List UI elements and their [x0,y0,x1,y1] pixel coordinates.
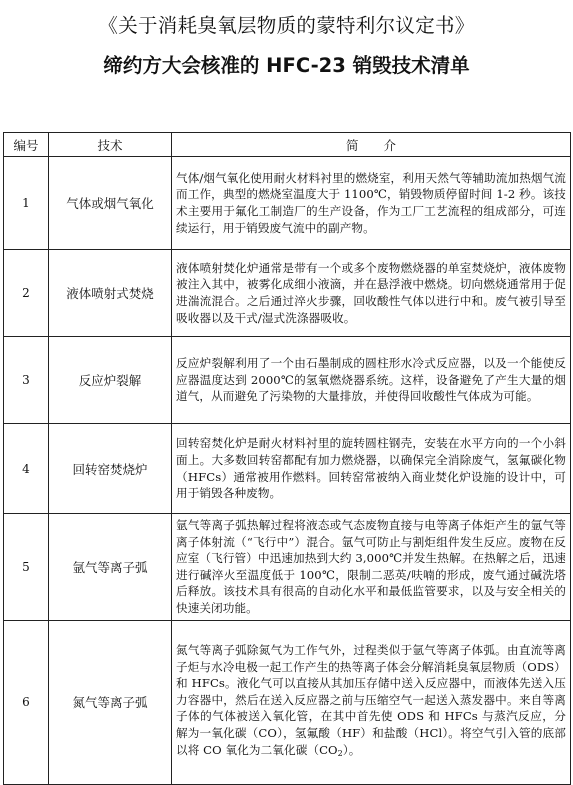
table-row [4,620,571,784]
subscript: 2 [337,748,343,758]
header-desc: 简 介 [172,133,571,157]
desc-text: 氮气等离子弧除氮气为工作气外，过程类似于氩气等离子体弧。由直流等离子炬与水冷电极一起工作产生的热等离子体会分解消耗臭氧层物质（ODS）和 HFCs。液化气可以直接从其加压存储中送入反应器中，而液体先送入压力容器中，然后在送入反应器之前与压缩空气一起送入蒸发器中。来自等离子体的气体被送入氧化管，在其中首先使 ODS 和 HFCs 与蒸汽反应，分解为一氧化碳（CO），氢氟酸（HF）和盐酸（HCl）。将空气引入管的底部以将 CO 氧化为二氧化碳（CO [176,642,566,757]
table-row [4,157,571,250]
document-title-line1: 《关于消耗臭氧层物质的蒙特利尔议定书》 [98,14,475,37]
row-tech: 氩气等离子弧 [49,514,172,621]
row-desc [172,620,571,784]
row-desc: 气体/烟气氧化使用耐火材料衬里的燃烧室，利用天然气等辅助流加热烟气流而工作，典型的燃烧室温度大于 1100℃，销毁物质停留时间 1-2 秒。该技术主要用于氟化工制造厂的生产设备，作为工厂工艺流程的组成部分，可连续运行，用于销毁废气流中的副产物。 [172,157,571,250]
table-row [4,337,571,424]
row-desc: 氩气等离子弧热解过程将液态或气态废物直接与电等离子体炬产生的氩气等离子体射流（“飞行中”）混合。氩气可防止与割炬组件发生反应。废物在反应室（飞行管）中迅速加热到大约 3,000℃并发生热解。在热解之后，迅速进行碱淬火至温度低于 100℃，限制二恶英/呋喃的形成，废气通过碱洗塔后释放。该技术具有很高的自动化水平和最低监管要求，以及与安全相关的快速关闭功能。 [172,514,571,621]
row-num: 2 [4,250,49,337]
row-tech: 反应炉裂解 [49,337,172,424]
row-tech: 氮气等离子弧 [49,620,172,784]
row-num: 1 [4,157,49,250]
row-desc: 回转窑焚化炉是耐火材料衬里的旋转圆柱钢壳，安装在水平方向的一个小斜面上。大多数回转窑都配有加力燃烧器，以确保完全消除废气，氢氟碳化物（HFCs）通常被用作燃料。回转窑常被纳入商业焚化炉设施的设计中，可用于销毁各种废物。 [172,424,571,514]
table-row [4,514,571,621]
desc-text-end: ）。 [342,742,361,757]
table-row [4,250,571,337]
header-tech: 技术 [49,133,172,157]
technology-table [3,132,571,785]
table-header-row [4,133,571,157]
row-tech: 回转窑焚烧炉 [49,424,172,514]
row-num: 3 [4,337,49,424]
row-tech: 液体喷射式焚烧 [49,250,172,337]
document-title-line2: 缔约方大会核准的 HFC-23 销毁技术清单 [103,54,470,77]
row-tech: 气体或烟气氧化 [49,157,172,250]
header-num: 编号 [4,133,49,157]
table-row [4,424,571,514]
row-num: 6 [4,620,49,784]
row-desc: 液体喷射焚化炉通常是带有一个或多个废物燃烧器的单室焚烧炉，液体废物被注入其中，被雾化成细小液滴，并在悬浮液中燃烧。切向燃烧通常用于促进湍流混合。之后通过淬火步骤，回收酸性气体以进行中和。废气被引导至吸收器以及干式/湿式洗涤器吸收。 [172,250,571,337]
row-desc: 反应炉裂解利用了一个由石墨制成的圆柱形水冷式反应器，以及一个能使反应器温度达到 2000℃的氢氧燃烧器系统。这样，设备避免了产生大量的烟道气，从而避免了污染物的大量排放，并使得回收酸性气体成为可能。 [172,337,571,424]
row-num: 5 [4,514,49,621]
row-num: 4 [4,424,49,514]
